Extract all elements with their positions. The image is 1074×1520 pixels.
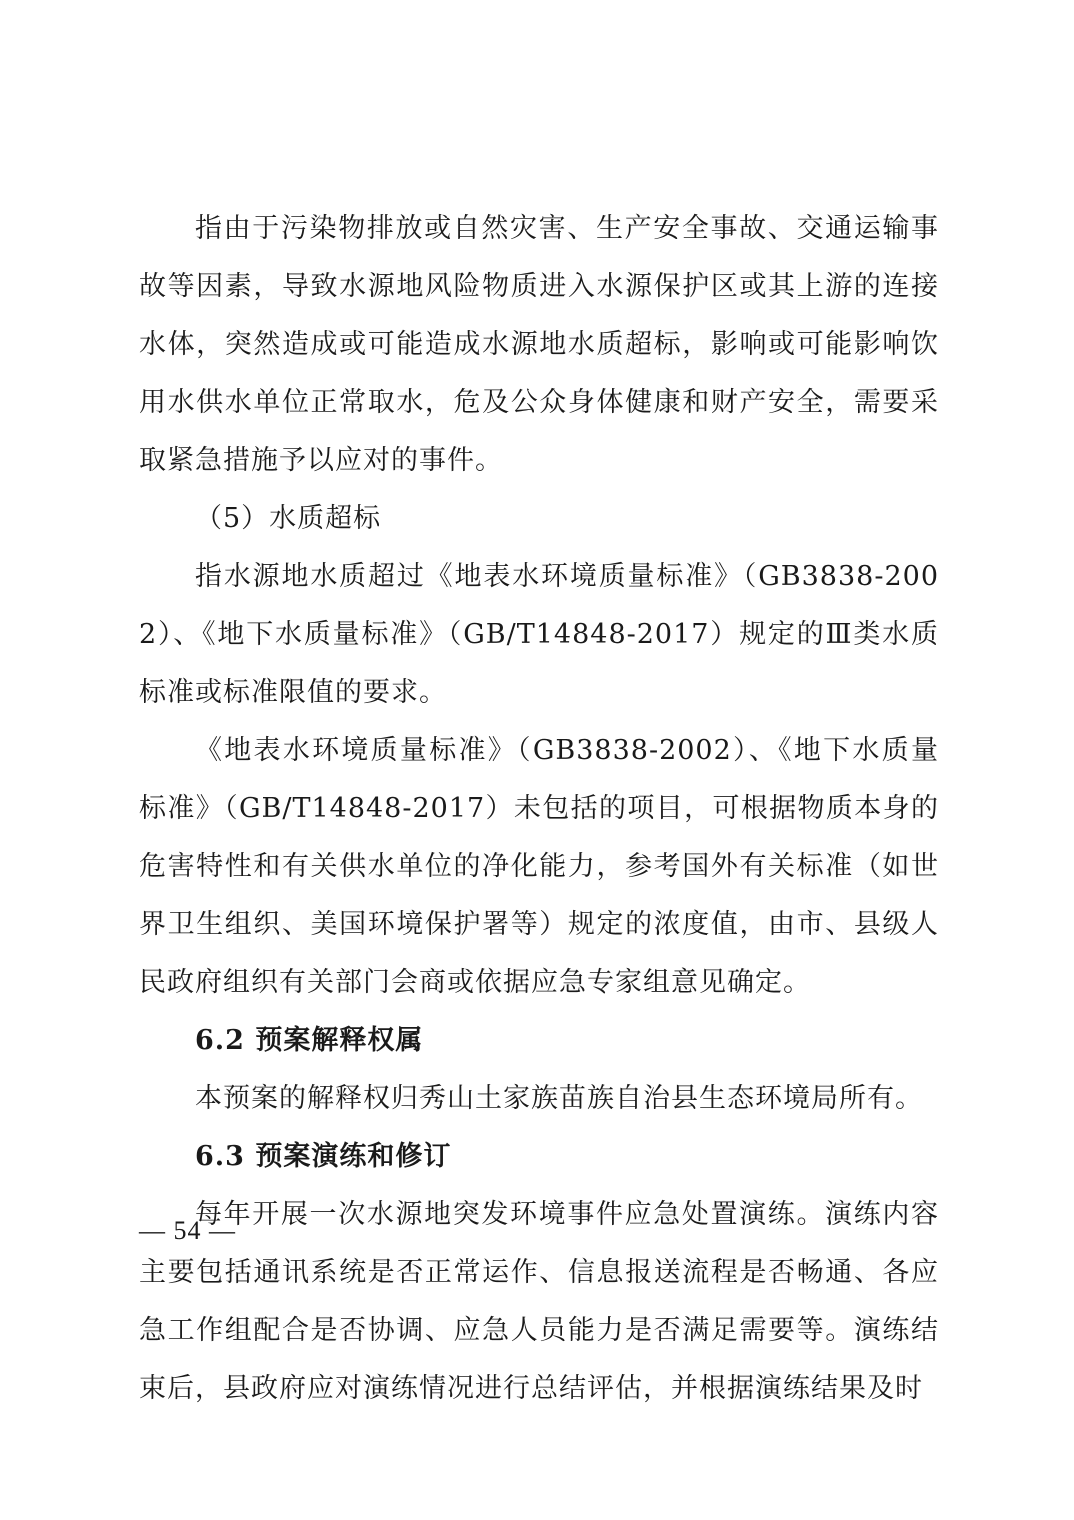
- section-heading-interpretation: 6.2 预案解释权属: [195, 1025, 424, 1056]
- document-body: [139, 200, 939, 1418]
- paragraph-interpretation: 本预案的解释权归秀山土家族苗族自治县生态环境局所有。: [195, 1083, 923, 1114]
- paragraph-exceedance-definition: 指水源地水质超过《地表水环境质量标准》（GB3838-2002）、《地下水质量标准》（GB/T14848-2017）规定的Ⅲ类水质标准或标准限值的要求。: [139, 561, 939, 708]
- paragraph-unlisted-items: 《地表水环境质量标准》（GB3838-2002）、《地下水质量标准》（GB/T14848-2017）未包括的项目，可根据物质本身的危害特性和有关供水单位的净化能力，参考国外有关标准（如世界卫生组织、美国环境保护署等）规定的浓度值，由市、县级人民政府组织有关部门会商或依据应急专家组意见确定。: [139, 735, 939, 998]
- page-number: — 54 —: [139, 1216, 236, 1245]
- section-heading-drill-revision: 6.3 预案演练和修订: [195, 1141, 452, 1172]
- section-heading-water-quality-exceedance: （5）水质超标: [195, 503, 382, 534]
- paragraph-drill: 每年开展一次水源地突发环境事件应急处置演练。演练内容主要包括通讯系统是否正常运作、信息报送流程是否畅通、各应急工作组配合是否协调、应急人员能力是否满足需要等。演练结束后，县政府应对演练情况进行总结评估，并根据演练结果及时: [139, 1199, 939, 1404]
- paragraph-incident-definition: 指由于污染物排放或自然灾害、生产安全事故、交通运输事故等因素，导致水源地风险物质进入水源保护区或其上游的连接水体，突然造成或可能造成水源地水质超标，影响或可能影响饮用水供水单位正常取水，危及公众身体健康和财产安全，需要采取紧急措施予以应对的事件。: [139, 213, 939, 476]
